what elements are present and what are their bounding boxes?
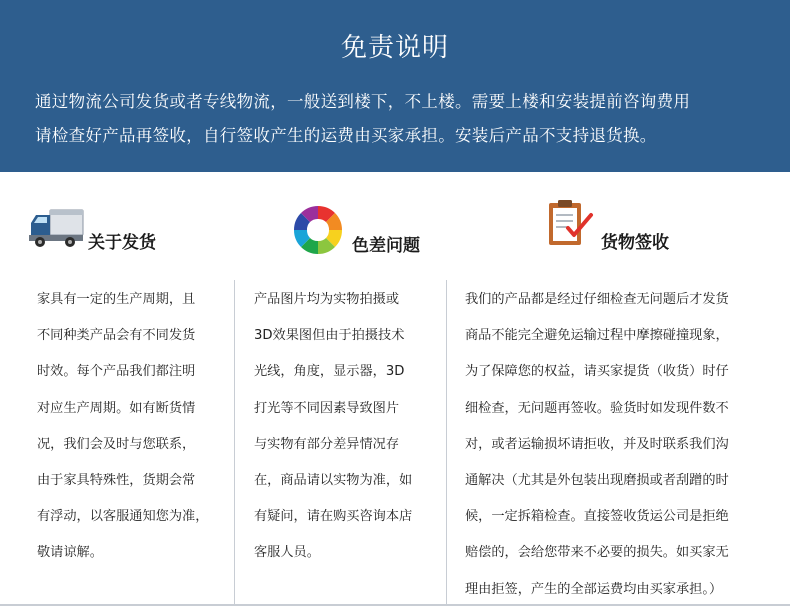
text-line: 3D效果图但由于拍摄技术 <box>254 328 405 344</box>
text-line: 对，或者运输损坏请拒收，并及时联系我们沟 <box>465 436 729 452</box>
shipping-text <box>37 282 208 572</box>
text-line: 与实物有部分差异情况存 <box>254 436 400 452</box>
text-line: 我们的产品都是经过仔细检查无问题后才发货 <box>465 292 729 307</box>
column-divider <box>234 280 235 606</box>
clipboard-check-icon <box>546 197 594 249</box>
text-line: 赔偿的，会给您带来不必要的损失。如买家无 <box>465 545 729 561</box>
text-line: 通解决（尤其是外包装出现磨损或者刮蹭的时 <box>465 473 729 489</box>
text-line: 有疑问，请在购买咨询本店 <box>254 509 413 525</box>
column-divider <box>446 280 447 606</box>
text-line: 候，一定拆箱检查。直接签收货运公司是拒绝 <box>465 509 729 525</box>
banner-text-line: 请检查好产品再签收，自行签收产生的运费由买家承担。安装后产品不支持退货换。 <box>35 126 657 145</box>
text-line: 为了保障您的权益，请买家提货（收货）时仔 <box>465 364 729 380</box>
text-line: 产品图片均为实物拍摄或 <box>254 292 400 307</box>
text-line: 家具有一定的生产周期，且 <box>37 292 196 307</box>
text-line: 光线，角度，显示器，3D <box>254 364 405 380</box>
text-line: 在，商品请以实物为准，如 <box>254 473 413 489</box>
color-text <box>254 282 412 572</box>
banner-text-line: 通过物流公司发货或者专线物流，一般送到楼下，不上楼。需要上楼和安装提前咨询费用 <box>35 92 691 111</box>
disclaimer-banner <box>0 0 790 172</box>
text-line: 敬请谅解。 <box>37 545 103 561</box>
text-line: 不同种类产品会有不同发货 <box>37 328 196 344</box>
text-line: 细检查，无问题再签收。验货时如发现件数不 <box>465 400 729 416</box>
page-title: 免责说明 <box>340 33 449 63</box>
text-line: 况，我们会及时与您联系， <box>37 436 196 452</box>
shipping-header <box>28 196 228 256</box>
receiving-text <box>465 282 729 608</box>
text-line: 有浮动，以客服通知您为准， <box>37 509 209 525</box>
color-heading: 色差问题 <box>352 236 420 256</box>
color-header <box>292 196 492 256</box>
truck-icon <box>28 206 86 250</box>
text-line: 时效。每个产品我们都注明 <box>37 364 196 380</box>
bottom-divider <box>0 604 790 606</box>
text-line: 由于家具特殊性，货期会常 <box>37 473 196 489</box>
shipping-heading: 关于发货 <box>88 233 156 253</box>
receiving-heading: 货物签收 <box>601 233 669 253</box>
text-line: 打光等不同因素导致图片 <box>254 400 400 416</box>
color-wheel-icon <box>292 204 344 256</box>
text-line: 对应生产周期。如有断货情 <box>37 400 196 416</box>
receiving-header <box>546 196 746 256</box>
text-line: 理由拒签，产生的全部运费均由买家承担。） <box>465 581 723 597</box>
text-line: 客服人员。 <box>254 545 320 561</box>
text-line: 商品不能完全避免运输过程中摩擦碰撞现象， <box>465 328 729 344</box>
